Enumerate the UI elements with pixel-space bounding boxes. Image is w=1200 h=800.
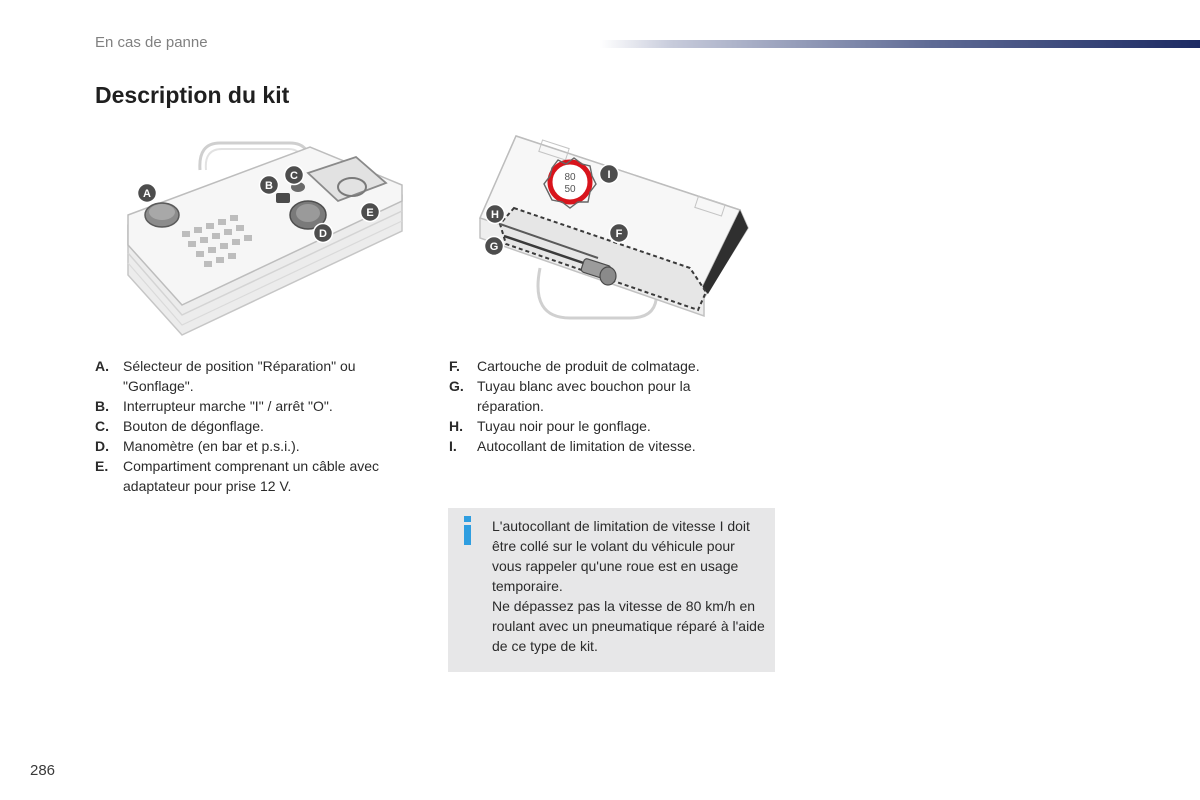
legend-letter: I. xyxy=(449,438,457,454)
callout-i: I xyxy=(607,169,611,181)
legend-text: Sélecteur de position "Réparation" ou "Gonflage". xyxy=(123,358,356,394)
legend-text: Compartiment comprenant un câble avec adaptateur pour prise 12 V. xyxy=(123,458,380,494)
legend-text: Autocollant de limitation de vitesse. xyxy=(477,438,696,454)
legend-text: Tuyau noir pour le gonflage. xyxy=(477,418,651,434)
page-title: Description du kit xyxy=(95,82,290,108)
legend-left-list xyxy=(95,356,415,496)
legend-item-f xyxy=(449,356,749,376)
callout-d: D xyxy=(319,228,327,240)
legend-item-c xyxy=(95,416,415,436)
legend-letter: E. xyxy=(95,458,109,474)
legend-text: Bouton de dégonflage. xyxy=(123,418,264,434)
info-box xyxy=(448,508,775,672)
kit-top-view-illustration xyxy=(120,135,420,340)
callout-c: C xyxy=(290,170,298,182)
speed-sticker-top: 80 xyxy=(564,172,576,183)
page-number: 286 xyxy=(30,762,56,779)
legend-item-b xyxy=(95,396,415,416)
callout-f: F xyxy=(615,228,623,240)
legend-right-list xyxy=(449,356,749,456)
legend-item-d xyxy=(95,436,415,456)
speed-sticker-bottom: 50 xyxy=(564,184,576,195)
legend-item-h xyxy=(449,416,749,436)
callout-g: G xyxy=(489,241,499,253)
callout-e: E xyxy=(366,207,374,219)
legend-item-e xyxy=(95,456,415,496)
callout-b: B xyxy=(265,180,273,192)
legend-text: Manomètre (en bar et p.s.i.). xyxy=(123,438,300,454)
legend-item-i xyxy=(449,436,749,456)
legend-text: Tuyau blanc avec bouchon pour la réparation. xyxy=(477,378,691,414)
info-paragraph-2: Ne dépassez pas la vitesse de 80 km/h en roulant avec un pneumatique réparé à l'aide de ce type de kit. xyxy=(492,598,765,654)
callout-h: H xyxy=(491,209,499,221)
legend-letter: F. xyxy=(449,358,460,374)
section-label: En cas de panne xyxy=(95,34,208,51)
legend-letter: H. xyxy=(449,418,463,434)
legend-item-g xyxy=(449,376,749,416)
legend-item-a xyxy=(95,356,415,396)
legend-letter: A. xyxy=(95,358,109,374)
info-paragraph-1: L'autocollant de limitation de vitesse I doit être collé sur le volant du véhicule pour vous rappeler qu'une roue est en usage temporaire. xyxy=(492,518,750,594)
legend-letter: G. xyxy=(449,378,464,394)
callout-a: A xyxy=(143,188,151,200)
kit-bottom-view-illustration xyxy=(470,128,755,338)
legend-letter: C. xyxy=(95,418,109,434)
info-icon xyxy=(460,516,476,546)
legend-text: Cartouche de produit de colmatage. xyxy=(477,358,700,374)
legend-letter: B. xyxy=(95,398,109,414)
header-bar xyxy=(600,40,1200,48)
legend-text: Interrupteur marche "I" / arrêt "O". xyxy=(123,398,333,414)
legend-letter: D. xyxy=(95,438,109,454)
